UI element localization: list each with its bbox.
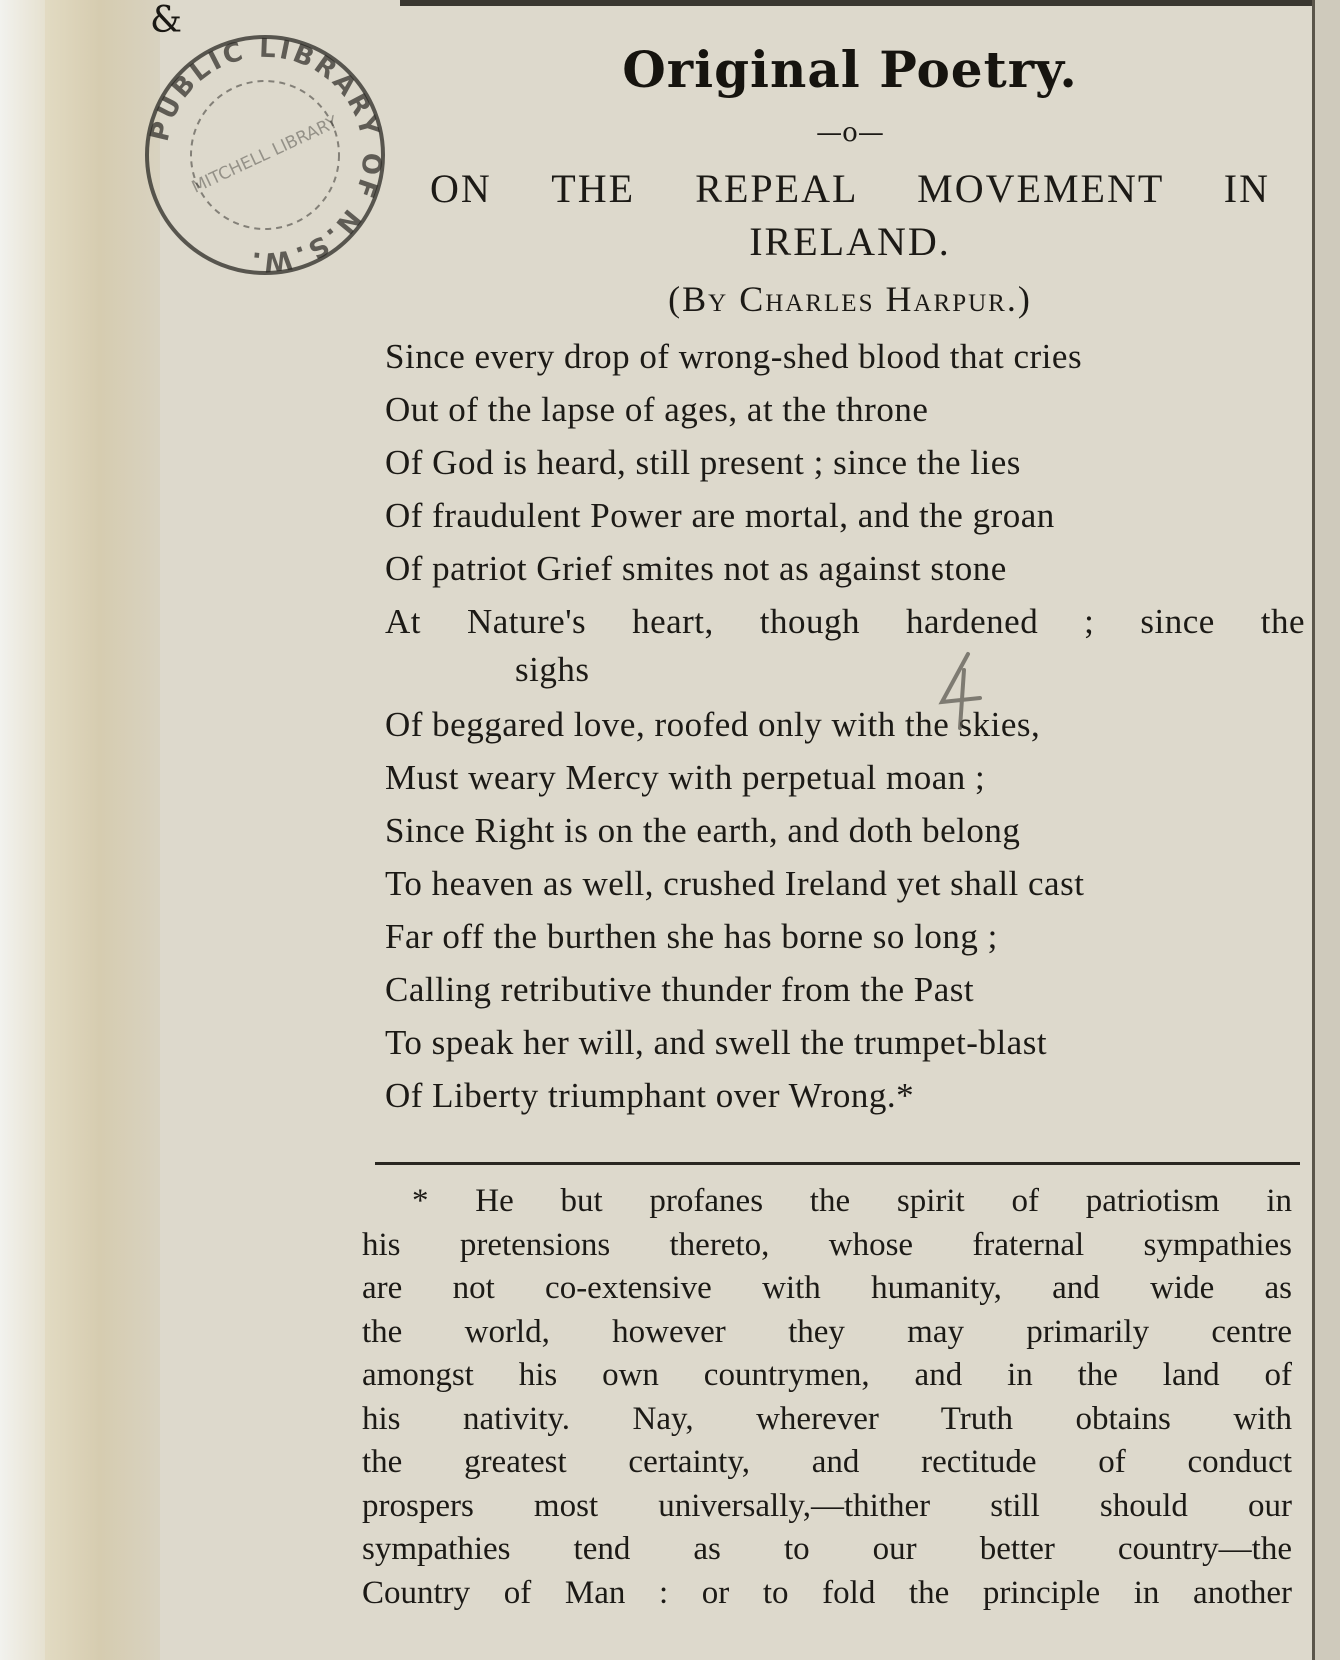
poem-title-line-1: ON THE REPEAL MOVEMENT IN [430, 166, 1270, 211]
footnote-line: Country of Man : or to fold the principle in another [362, 1574, 1292, 1611]
poem-line: Of beggared love, roofed only with the skies, [385, 705, 1041, 744]
poem-line: Since every drop of wrong-shed blood that cries [385, 337, 1083, 376]
footnote-rule [375, 1162, 1300, 1165]
poem-line: Since Right is on the earth, and doth belong [385, 811, 1021, 850]
poem-line: Calling retributive thunder from the Past [385, 970, 975, 1009]
footnote-line: sympathies tend as to our better country—the [362, 1531, 1292, 1567]
footnote-line: the greatest certainty, and rectitude of conduct [362, 1444, 1292, 1480]
poem-line: Out of the lapse of ages, at the throne [385, 390, 929, 429]
footnote-body [362, 1180, 1292, 1615]
footnote-line: his nativity. Nay, wherever Truth obtains with [362, 1400, 1292, 1437]
stamp-inner-text: MITCHELL LIBRARY [188, 112, 342, 198]
poem-line: Of fraudulent Power are mortal, and the groan [385, 496, 1055, 535]
footnote-line: his pretensions thereto, whose fraternal sympathies [362, 1226, 1292, 1263]
poem-line: Of Liberty triumphant over Wrong.* [385, 1076, 915, 1115]
footnote-line: * He but profanes the spirit of patriotism in [412, 1183, 1292, 1219]
footnote-line: are not co-extensive with humanity, and wide as [362, 1270, 1292, 1306]
footnote-line: amongst his own countrymen, and in the land of [362, 1357, 1292, 1393]
footnote-line: prospers most universally,—thither still should our [362, 1487, 1292, 1524]
footnote-line: the world, however they may primarily centre [362, 1313, 1292, 1350]
poem-line-continuation: sighs [515, 650, 590, 689]
poem-line: Of God is heard, still present ; since the lies [385, 443, 1021, 482]
poem-line: Of patriot Grief smites not as against stone [385, 549, 1007, 588]
poem-title-line-2: IRELAND. [749, 219, 951, 264]
handwritten-pencil-mark [930, 650, 990, 730]
byline: (By Charles Harpur.) [668, 279, 1032, 319]
stamp-ring-text: PUBLIC LIBRARY OF N.S.W. [144, 33, 387, 277]
top-rule [400, 0, 1340, 6]
separator: —o— [816, 118, 884, 148]
poem-line: Far off the burthen she has borne so long ; [385, 917, 998, 956]
left-edge [0, 0, 45, 1660]
poem-line: To speak her will, and swell the trumpet-blast [385, 1023, 1048, 1062]
poem-line: At Nature's heart, though hardened ; since the [385, 602, 1305, 641]
right-margin [1315, 0, 1340, 1660]
poem-line: Must weary Mercy with perpetual moan ; [385, 758, 986, 797]
corner-mark: & [150, 0, 183, 41]
library-stamp [140, 30, 390, 280]
poem-line: To heaven as well, crushed Ireland yet shall cast [385, 864, 1085, 903]
section-heading: Original Poetry. [622, 40, 1078, 99]
poem-body [385, 330, 1315, 1122]
